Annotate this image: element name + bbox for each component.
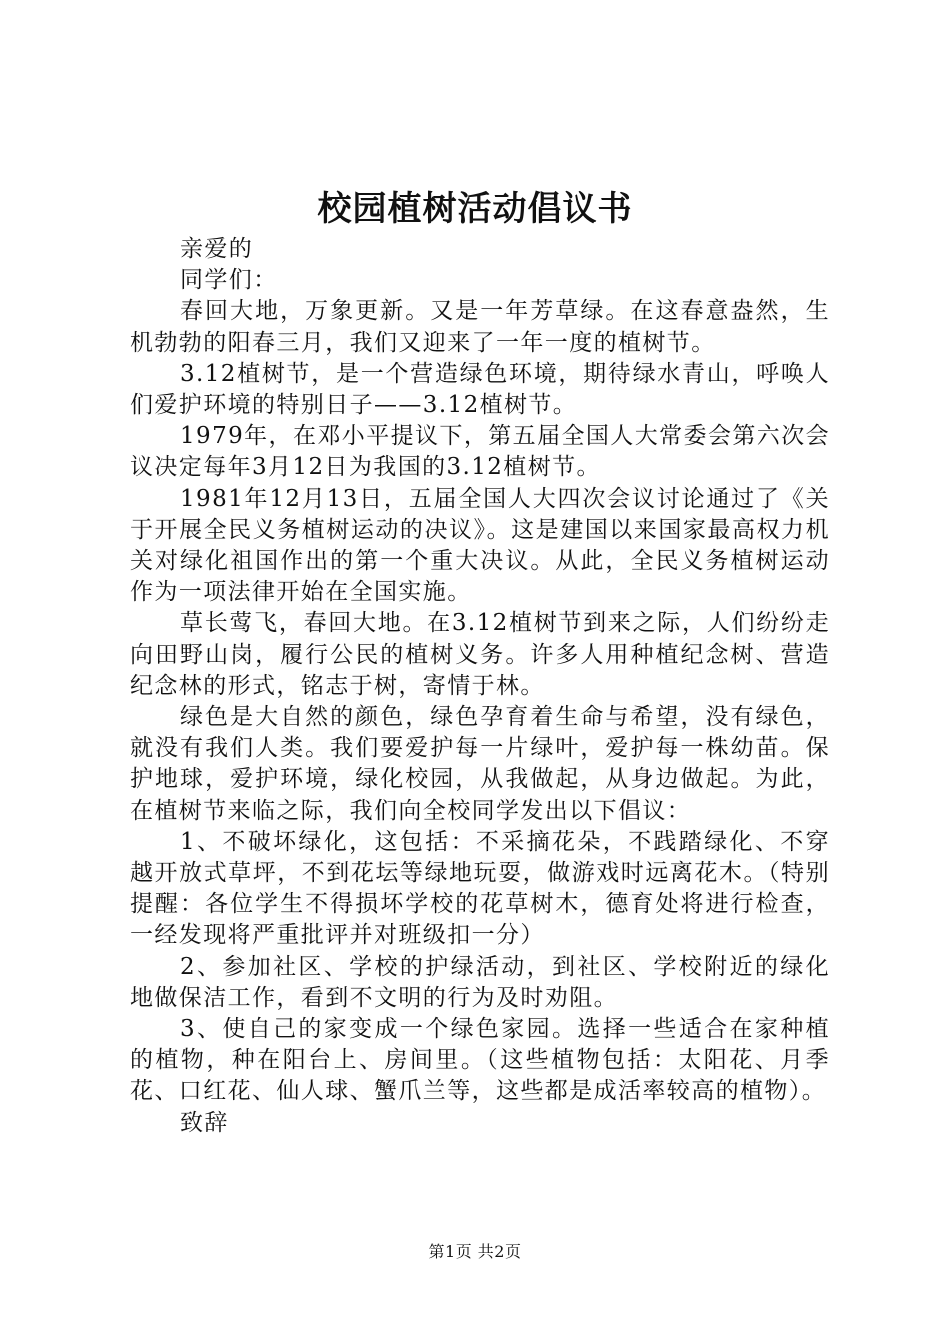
page-footer: 第1页 共2页 (428, 1242, 522, 1261)
document-body (130, 234, 830, 1139)
document-title: 校园植树活动倡议书 (317, 189, 633, 229)
paragraph-1979: 1979年，在邓小平提议下，第五届全国人大常委会第六次会议决定每年3月12日为我国的3.12植树节。 (130, 423, 830, 481)
proposal-item-2: 2、参加社区、学校的护绿活动，到社区、学校附近的绿化地做保洁工作，看到不文明的行为及时劝阻。 (130, 953, 830, 1011)
paragraph-planting: 草长莺飞，春回大地。在3.12植树节到来之际，人们纷纷走向田野山岗，履行公民的植树义务。许多人用种植纪念树、营造纪念林的形式，铭志于树，寄情于林。 (130, 610, 830, 699)
paragraph-arbor-day: 3.12植树节，是一个营造绿色环境，期待绿水青山，呼唤人们爱护环境的特别日子——3.12植树节。 (130, 360, 830, 419)
salutation-line-2: 同学们： (180, 267, 278, 294)
closing-line: 致辞 (180, 1109, 229, 1136)
salutation-line-1: 亲爱的 (180, 236, 254, 262)
proposal-item-3: 3、使自己的家变成一个绿色家园。选择一些适合在家种植的植物，种在阳台上、房间里。（这些植物包括：太阳花、月季花、口红花、仙人球、蟹爪兰等，这些都是成活率较高的植物）。 (130, 1016, 830, 1105)
paragraph-1981: 1981年12月13日，五届全国人大四次会议讨论通过了《关于开展全民义务植树运动的决议》。这是建国以来国家最高权力机关对绿化祖国作出的第一个重大决议。从此，全民义务植树运动作为一项法律开始在全国实施。 (130, 485, 830, 606)
proposal-item-1: 1、不破坏绿化，这包括：不采摘花朵，不践踏绿化、不穿越开放式草坪，不到花坛等绿地玩耍，做游戏时远离花木。（特别提醒：各位学生不得损坏学校的花草树木，德育处将进行检查，一经发现将严重批评并对班级扣一分） (130, 828, 830, 949)
paragraph-green: 绿色是大自然的颜色，绿色孕育着生命与希望，没有绿色，就没有我们人类。我们要爱护每一片绿叶，爱护每一株幼苗。保护地球，爱护环境，绿化校园，从我做起，从身边做起。为此，在植树节来临之际，我们向全校同学发出以下倡议： (130, 704, 830, 824)
paragraph-spring: 春回大地，万象更新。又是一年芳草绿。在这春意盎然，生机勃勃的阳春三月，我们又迎来了一年一度的植树节。 (130, 298, 830, 356)
